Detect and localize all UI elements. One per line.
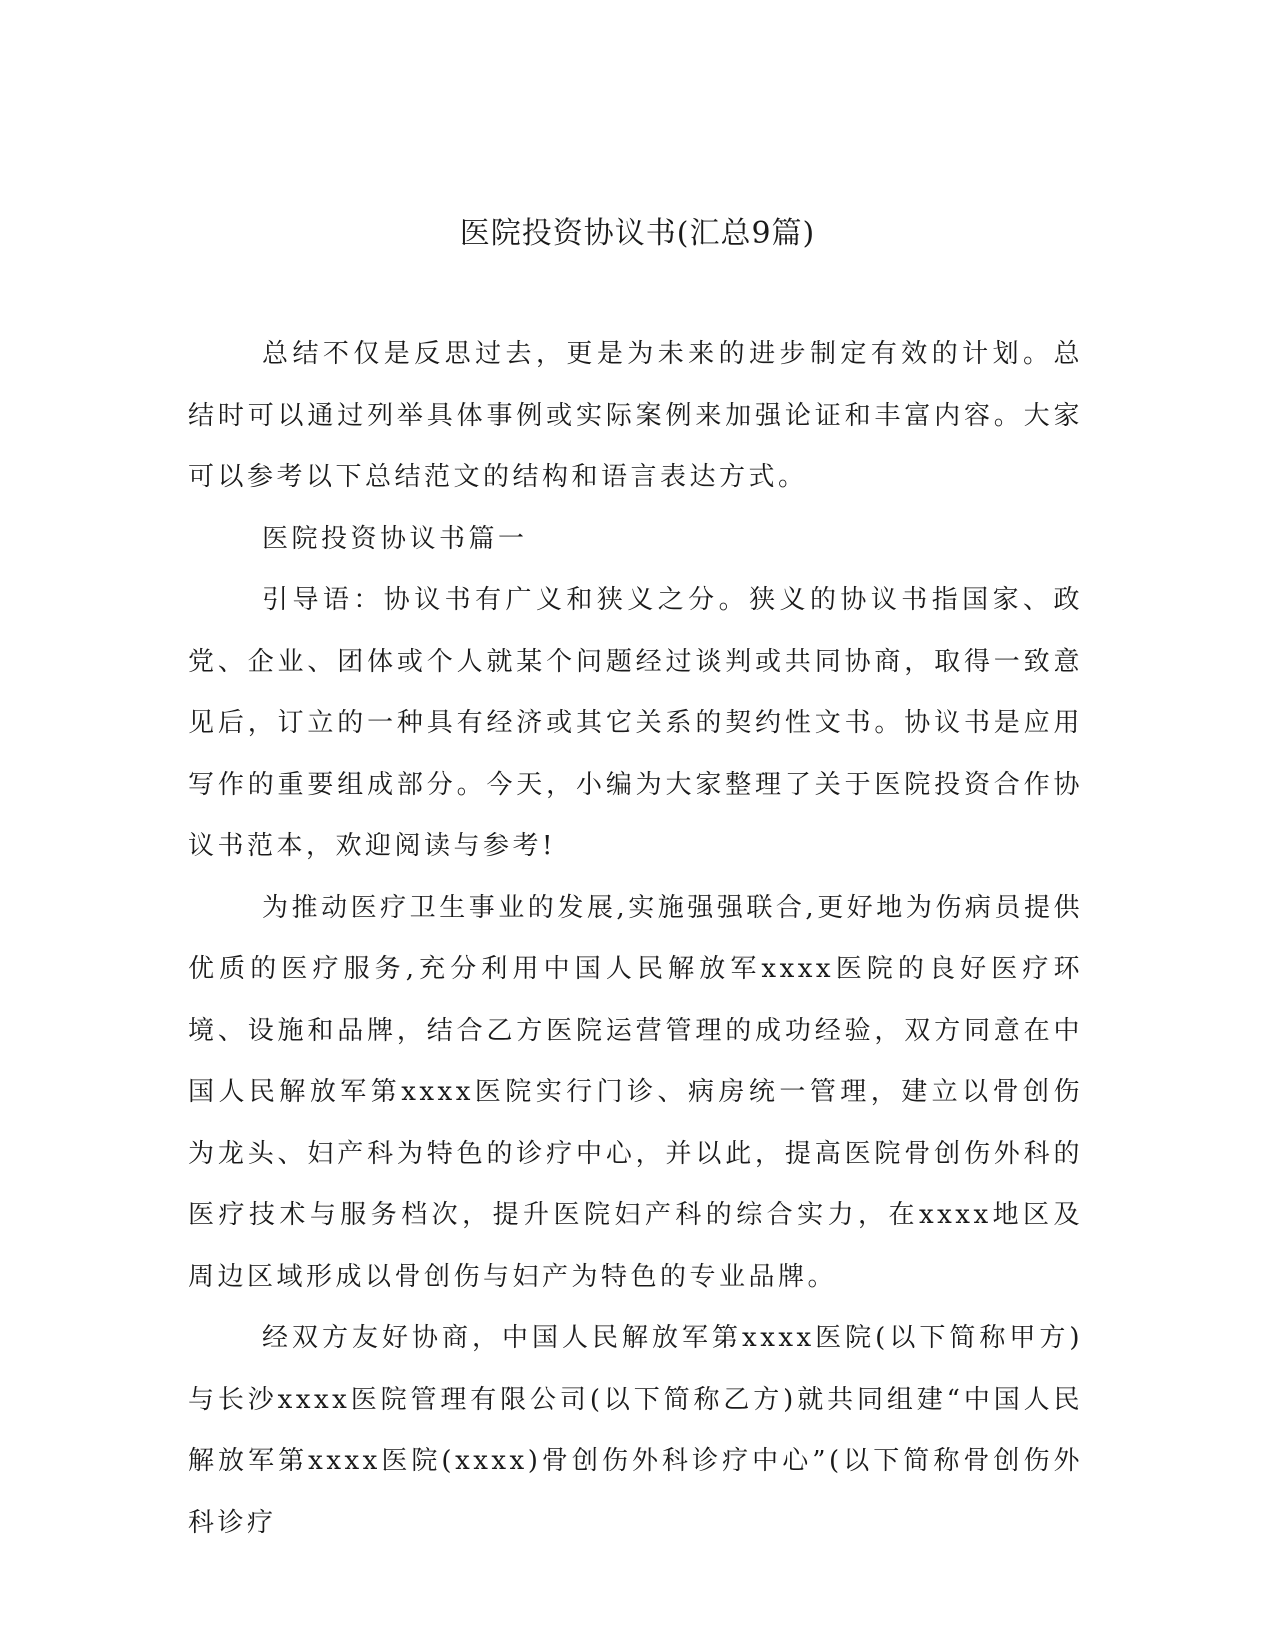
paragraph-intro: 总结不仅是反思过去，更是为未来的进步制定有效的计划。总结时可以通过列举具体事例或实际案例来加强论证和丰富内容。大家可以参考以下总结范文的结构和语言表达方式。 [188,339,1083,492]
paragraph-lead: 引导语：协议书有广义和狭义之分。狭义的协议书指国家、政党、企业、团体或个人就某个问题经过谈判或共同协商，取得一致意见后，订立的一种具有经济或其它关系的契约性文书。协议书是应用写作的重要组成部分。今天，小编为大家整理了关于医院投资合作协议书范本，欢迎阅读与参考! [188,585,1083,861]
document-title: 医院投资协议书(汇总9篇) [459,216,816,251]
document-body [188,324,1083,1554]
paragraph-purpose: 为推动医疗卫生事业的发展,实施强强联合,更好地为伤病员提供优质的医疗服务,充分利用中国人民解放军xxxx医院的良好医疗环境、设施和品牌，结合乙方医院运营管理的成功经验，双方同意在中国人民解放军第xxxx医院实行门诊、病房统一管理，建立以骨创伤为龙头、妇产科为特色的诊疗中心，并以此，提高医院骨创伤外科的医疗技术与服务档次，提升医院妇产科的综合实力，在xxxx地区及周边区域形成以骨创伤与妇产为特色的专业品牌。 [188,892,1083,1292]
section-heading-1: 医院投资协议书篇一 [262,523,528,554]
paragraph-parties: 经双方友好协商，中国人民解放军第xxxx医院(以下简称甲方)与长沙xxxx医院管理有限公司(以下简称乙方)就共同组建“中国人民解放军第xxxx医院(xxxx)骨创伤外科诊疗中心”(以下简称骨创伤外科诊疗 [188,1323,1083,1538]
